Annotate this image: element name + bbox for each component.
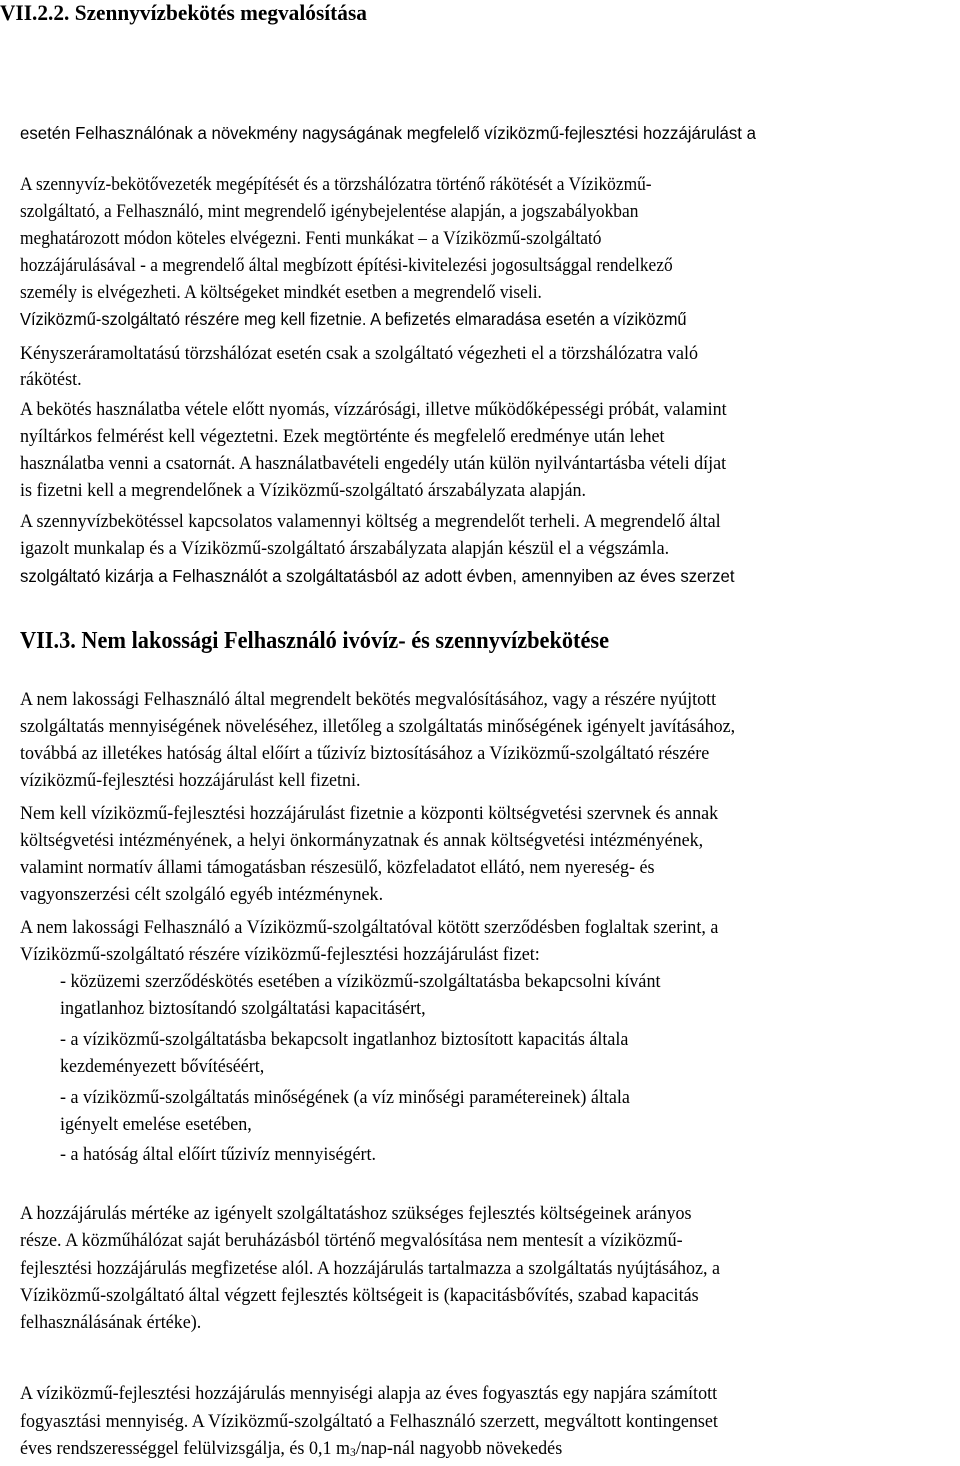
text-line: továbbá az illetékes hatóság által előírt a tűzivíz biztosításához a Víziközmű-szolgáltató részére — [20, 743, 710, 764]
text-line: vagyonszerzési célt szolgáló egyéb intézménynek. — [20, 884, 384, 905]
text-line: A hozzájárulás mértéke az igényelt szolgáltatáshoz szükséges fejlesztés költségeinek arányos — [20, 1203, 692, 1224]
bullet-item-cont: igényelt emelése esetében, — [60, 1114, 252, 1135]
text-line: nyíltárkos felmérést kell végeztetni. Ezek megtörténte és megfelelő eredménye után lehet — [20, 426, 665, 447]
text-line: meghatározott módon köteles elvégezni. Fenti munkákat – a Víziközmű-szolgáltató — [20, 228, 602, 249]
section-heading-7-3: VII.3. Nem lakossági Felhasználó ivóvíz- és szennyvízbekötése — [20, 628, 609, 654]
text-line: A víziközmű-fejlesztési hozzájárulás mennyiségi alapja az éves fogyasztás egy napjára számított — [20, 1383, 718, 1404]
text-line: személy is elvégezheti. A költségeket mindkét esetben a megrendelő viseli. — [20, 282, 542, 303]
text-line: is fizetni kell a megrendelőnek a Víziközmű-szolgáltató árszabályzata alapján. — [20, 480, 587, 501]
text-line: Kényszeráramoltatású törzshálózat esetén csak a szolgáltató végezheti el a törzshálózatra való — [20, 343, 699, 364]
text-line: igazolt munkalap és a Víziközmű-szolgáltató árszabályzata alapján készül el a végszámla. — [20, 538, 670, 559]
text-line: felhasználásának értéke). — [20, 1312, 202, 1333]
text-line: használatba venni a csatornát. A használatbavételi engedély után külön nyilvántartásba vételi díjat — [20, 453, 727, 474]
bullet-item: - közüzemi szerződéskötés esetében a víziközmű-szolgáltatásba bekapcsolni kívánt — [60, 971, 661, 992]
text-line: víziközmű-fejlesztési hozzájárulást kell fizetni. — [20, 770, 361, 791]
bullet-item: - a víziközmű-szolgáltatás minőségének (a víz minőségi paramétereinek) általa — [60, 1087, 630, 1108]
section-heading-7-2-2: VII.2.2. Szennyvízbekötés megvalósítása — [0, 0, 367, 25]
text-line: költségvetési intézményének, a helyi önkormányzatnak és annak költségvetési intézményének, — [20, 830, 704, 851]
text-line: szolgáltatás mennyiségének növeléséhez, illetőleg a szolgáltatás minőségének igényelt javításához, — [20, 716, 736, 737]
text-line: Nem kell víziközmű-fejlesztési hozzájárulást fizetnie a központi költségvetési szervnek és annak — [20, 803, 719, 824]
text-line: Víziközmű-szolgáltató részére víziközmű-fejlesztési hozzájárulást fizet: — [20, 944, 540, 965]
text-line-mixed: Víziközmű-szolgáltató részére meg kell fizetnie. A befizetés elmaradása esetén a víziközmű — [20, 309, 687, 329]
text-line: rákötést. — [20, 369, 82, 390]
text-line: szolgáltató, a Felhasználó, mint megrendelő igénybejelentése alapján, a jogszabályokban — [20, 201, 639, 222]
text-line: esetén Felhasználónak a növekmény nagyságának megfelelő víziközmű-fejlesztési hozzájárulást a — [20, 123, 756, 143]
text-line: fejlesztési hozzájárulás megfizetése alól. A hozzájárulás tartalmazza a szolgáltatás nyújtásához, a — [20, 1258, 721, 1279]
text-line: A szennyvíz-bekötővezeték megépítését és a törzshálózatra történő rákötését a Víziközmű- — [20, 174, 652, 195]
text-line: fogyasztási mennyiség. A Víziközmű-szolgáltató a Felhasználó szerzett, megváltott kontingenset — [20, 1411, 718, 1432]
bullet-item: - a víziközmű-szolgáltatásba bekapcsolt ingatlanhoz biztosított kapacitás általa — [60, 1029, 629, 1050]
text-line: szolgáltató kizárja a Felhasználót a szolgáltatásból az adott évben, amennyiben az éves szerzet — [20, 566, 735, 586]
bullet-item-cont: ingatlanhoz biztosítandó szolgáltatási kapacitásért, — [60, 998, 426, 1019]
text-line: Víziközmű-szolgáltató által végzett fejlesztés költségeit is (kapacitásbővítés, szabad kapacitás — [20, 1285, 699, 1306]
bullet-item-cont: kezdeményezett bővítéséért, — [60, 1056, 265, 1077]
text-line: hozzájárulásával - a megrendelő által megbízott építési-kivitelezési jogosultsággal rendelkező — [20, 255, 673, 276]
text-line: éves rendszerességgel felülvizsgálja, és 0,1 m3/nap-nál nagyobb növekedés — [20, 1438, 563, 1459]
text-line: része. A közműhálózat saját beruházásból történő megvalósítása nem mentesít a víziközmű- — [20, 1230, 683, 1251]
text-line: A nem lakossági Felhasználó által megrendelt bekötés megvalósításához, vagy a részére nyújtott — [20, 689, 717, 710]
text-line: A szennyvízbekötéssel kapcsolatos valamennyi költség a megrendelőt terheli. A megrendelő által — [20, 511, 721, 532]
bullet-item: - a hatóság által előírt tűzivíz mennyiségért. — [60, 1144, 377, 1165]
text-line: valamint normatív állami támogatásban részesülő, közfeladatot ellátó, nem nyereség- és — [20, 857, 655, 878]
text-line: A bekötés használatba vétele előtt nyomás, vízzárósági, illetve működőképességi próbát, valamint — [20, 399, 727, 420]
text-line: A nem lakossági Felhasználó a Víziközmű-szolgáltatóval kötött szerződésben foglaltak szerint, a — [20, 917, 719, 938]
